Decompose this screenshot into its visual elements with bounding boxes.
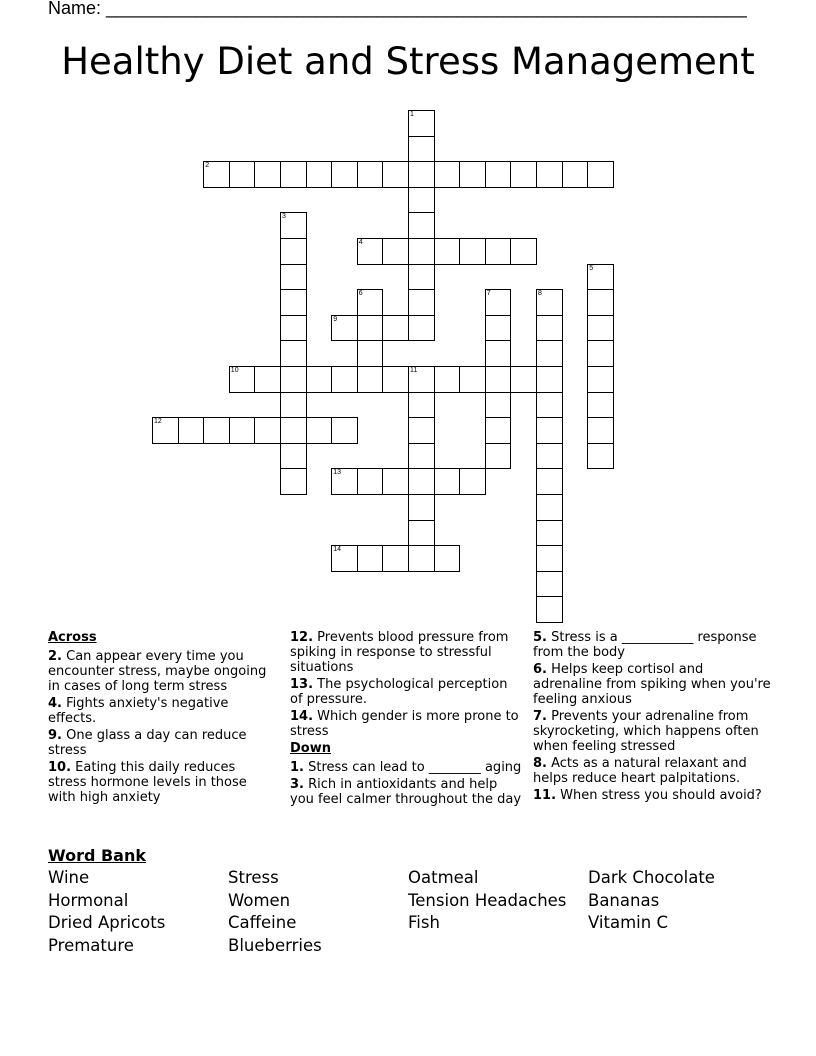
- crossword-cell[interactable]: [536, 340, 563, 367]
- crossword-cell[interactable]: [459, 468, 486, 495]
- crossword-cell[interactable]: [408, 238, 435, 265]
- crossword-cell[interactable]: [382, 545, 409, 572]
- crossword-cell[interactable]: [562, 161, 589, 188]
- crossword-cell[interactable]: [357, 238, 384, 265]
- name-field[interactable]: Name: ________________________________________________________________: [48, 0, 747, 18]
- clue-number: 4: [358, 239, 363, 246]
- bank-word: Fish: [408, 913, 440, 932]
- crossword-cell[interactable]: [203, 417, 230, 444]
- crossword-cell[interactable]: [485, 161, 512, 188]
- crossword-cell[interactable]: [434, 468, 461, 495]
- bank-word: Wine: [48, 868, 90, 887]
- clue-number: 7: [486, 290, 491, 298]
- crossword-cell[interactable]: [408, 187, 435, 214]
- crossword-cell[interactable]: [434, 545, 461, 572]
- crossword-cell[interactable]: [485, 366, 512, 393]
- bank-word: Caffeine: [228, 913, 297, 932]
- crossword-cell[interactable]: [536, 289, 563, 316]
- bank-word: Blueberries: [228, 936, 322, 955]
- clue-number: 8: [538, 290, 542, 298]
- page-title: Healthy Diet and Stress Management: [61, 40, 755, 83]
- crossword-cell[interactable]: [331, 468, 358, 495]
- across-heading: Across: [48, 630, 97, 645]
- crossword-cell[interactable]: [357, 366, 384, 393]
- crossword-cell[interactable]: [485, 238, 512, 265]
- crossword-cell[interactable]: [357, 289, 384, 316]
- crossword-cell[interactable]: [587, 443, 614, 470]
- crossword-cell[interactable]: [485, 340, 512, 367]
- crossword-cell[interactable]: [536, 545, 563, 572]
- crossword-cell[interactable]: [331, 366, 358, 393]
- crossword-cell[interactable]: [536, 520, 563, 547]
- crossword-cell[interactable]: [357, 340, 384, 367]
- bank-word: Stress: [228, 868, 279, 887]
- crossword-cell[interactable]: [357, 315, 384, 342]
- clue-down-6: 6. Helps keep cortisol and adrenaline from spiking when you're feeling anxious: [533, 662, 771, 707]
- clue-number: 9: [333, 315, 338, 323]
- clue-down-1: 1. Stress can lead to ________ aging: [290, 760, 522, 775]
- clue-number: 1: [410, 111, 414, 118]
- crossword-cell[interactable]: [485, 392, 512, 419]
- crossword-cell[interactable]: [280, 443, 307, 470]
- down-heading: Down: [290, 741, 331, 756]
- crossword-cell[interactable]: [408, 545, 435, 572]
- bank-word: Dark Chocolate: [588, 868, 715, 887]
- crossword-cell[interactable]: [178, 417, 205, 444]
- crossword-cell[interactable]: [536, 571, 563, 598]
- crossword-cell[interactable]: [280, 289, 307, 316]
- bank-word: Vitamin C: [588, 913, 668, 932]
- crossword-cell[interactable]: [408, 494, 435, 521]
- crossword-cell[interactable]: [280, 212, 307, 239]
- crossword-cell[interactable]: [587, 366, 614, 393]
- crossword-cell[interactable]: [280, 417, 307, 444]
- crossword-cell[interactable]: [382, 366, 409, 393]
- crossword-cell[interactable]: [306, 366, 333, 393]
- crossword-cell[interactable]: [536, 366, 563, 393]
- crossword-cell[interactable]: [434, 161, 461, 188]
- crossword-cell[interactable]: [280, 468, 307, 495]
- crossword-cell[interactable]: [408, 315, 435, 342]
- bank-word: Dried Apricots: [48, 913, 166, 932]
- clues-col3: [533, 630, 773, 805]
- clue-across-13: 13. The psychological perception of pressure.: [290, 677, 508, 707]
- crossword-cell[interactable]: [306, 417, 333, 444]
- crossword-cell[interactable]: [280, 238, 307, 265]
- crossword-cell[interactable]: [587, 392, 614, 419]
- crossword-cell[interactable]: [536, 161, 563, 188]
- clue-number: 12: [154, 418, 162, 426]
- bank-word: Oatmeal: [408, 868, 479, 887]
- crossword-cell[interactable]: [408, 468, 435, 495]
- clue-number: 14: [333, 546, 341, 554]
- clue-across-14: 14. Which gender is more prone to stress: [290, 709, 519, 739]
- crossword-cell[interactable]: [408, 520, 435, 547]
- bank-word: Hormonal: [48, 891, 129, 910]
- crossword-cell[interactable]: [408, 417, 435, 444]
- crossword-cell[interactable]: [203, 161, 230, 188]
- crossword-cell[interactable]: [536, 468, 563, 495]
- crossword-cell[interactable]: [382, 238, 409, 265]
- crossword-cell[interactable]: [408, 366, 435, 393]
- clue-number: 10: [230, 367, 239, 374]
- crossword-cell[interactable]: [408, 264, 435, 291]
- crossword-cell[interactable]: [254, 366, 281, 393]
- crossword-cell[interactable]: [331, 161, 358, 188]
- crossword-cell[interactable]: [587, 264, 614, 291]
- clues-col2: [290, 630, 522, 809]
- crossword-cell[interactable]: [434, 366, 461, 393]
- crossword-cell[interactable]: [587, 417, 614, 444]
- clue-number: 13: [333, 469, 341, 477]
- crossword-cell[interactable]: [357, 468, 384, 495]
- crossword-cell[interactable]: [408, 289, 435, 316]
- crossword-cell[interactable]: [485, 417, 512, 444]
- bank-word: Women: [228, 891, 291, 910]
- word-bank-title: Word Bank: [48, 846, 147, 865]
- crossword-cell[interactable]: [587, 315, 614, 342]
- clues-across-col1: [48, 630, 276, 807]
- clue-across-12: 12. Prevents blood pressure from spiking in response to stressful situations: [290, 630, 509, 675]
- clue-number: 3: [282, 213, 286, 221]
- crossword-cell[interactable]: [536, 443, 563, 470]
- crossword-cell[interactable]: [254, 417, 281, 444]
- crossword-cell[interactable]: [331, 315, 358, 342]
- crossword-cell[interactable]: [536, 417, 563, 444]
- crossword-cell[interactable]: [382, 468, 409, 495]
- crossword-cell[interactable]: [536, 494, 563, 521]
- crossword-cell[interactable]: [357, 161, 384, 188]
- bank-word: Tension Headaches: [408, 891, 567, 910]
- crossword-cell[interactable]: [587, 161, 614, 188]
- crossword-cell[interactable]: [536, 315, 563, 342]
- crossword-cell[interactable]: [408, 443, 435, 470]
- clue-number: 6: [358, 290, 363, 298]
- crossword-cell[interactable]: [536, 392, 563, 419]
- clue-down-5: 5. Stress is a ___________ response from the body: [533, 630, 757, 660]
- crossword-cell[interactable]: [485, 443, 512, 470]
- crossword-cell[interactable]: [357, 545, 384, 572]
- crossword-cell[interactable]: [485, 315, 512, 342]
- crossword-cell[interactable]: [254, 161, 281, 188]
- clue-across-9: 9. One glass a day can reduce stress: [48, 728, 247, 758]
- crossword-cell[interactable]: [510, 161, 537, 188]
- clue-number: 11: [410, 367, 418, 374]
- bank-word: Bananas: [588, 891, 660, 910]
- crossword-cell[interactable]: [382, 315, 409, 342]
- clue-number: 5: [589, 264, 594, 272]
- clue-number: 2: [205, 162, 210, 170]
- clue-down-11: 11. When stress you should avoid?: [533, 788, 762, 803]
- crossword-cell[interactable]: [536, 596, 563, 623]
- crossword-cell[interactable]: [331, 545, 358, 572]
- crossword-cell[interactable]: [408, 136, 435, 163]
- crossword-cell[interactable]: [152, 417, 179, 444]
- crossword-cell[interactable]: [229, 366, 256, 393]
- crossword-cell[interactable]: [587, 340, 614, 367]
- clue-down-3: 3. Rich in antioxidants and help you feel calmer throughout the day: [290, 777, 522, 807]
- clue-down-8: 8. Acts as a natural relaxant and helps reduce heart palpitations.: [533, 756, 747, 786]
- crossword-cell[interactable]: [510, 366, 537, 393]
- crossword-cell[interactable]: [280, 161, 307, 188]
- crossword-cell[interactable]: [280, 340, 307, 367]
- crossword-cell[interactable]: [459, 161, 486, 188]
- crossword-cell[interactable]: [331, 417, 358, 444]
- crossword-cell[interactable]: [229, 417, 256, 444]
- clue-across-10: 10. Eating this daily reduces stress hormone levels in those with high anxiety: [48, 760, 247, 805]
- crossword-cell[interactable]: [408, 392, 435, 419]
- crossword-cell[interactable]: [408, 161, 435, 188]
- crossword-cell[interactable]: [510, 238, 537, 265]
- crossword-cell[interactable]: [459, 238, 486, 265]
- crossword-cell[interactable]: [280, 264, 307, 291]
- clue-across-4: 4. Fights anxiety's negative effects.: [48, 696, 229, 726]
- clue-down-7: 7. Prevents your adrenaline from skyrocketing, which happens often when feeling stressed: [533, 709, 759, 754]
- crossword-cell[interactable]: [485, 289, 512, 316]
- crossword-cell[interactable]: [587, 289, 614, 316]
- crossword-cell[interactable]: [306, 161, 333, 188]
- crossword-cell[interactable]: [434, 238, 461, 265]
- crossword-cell[interactable]: [408, 212, 435, 239]
- crossword-cell[interactable]: [459, 366, 486, 393]
- crossword-cell[interactable]: [280, 392, 307, 419]
- crossword-cell[interactable]: [280, 315, 307, 342]
- crossword-cell[interactable]: [382, 161, 409, 188]
- clue-across-2: 2. Can appear every time you encounter stress, maybe ongoing in cases of long term stress: [48, 649, 267, 694]
- crossword-cell[interactable]: [280, 366, 307, 393]
- bank-word: Premature: [48, 936, 134, 955]
- crossword-cell[interactable]: [229, 161, 256, 188]
- crossword-cell[interactable]: [408, 110, 435, 137]
